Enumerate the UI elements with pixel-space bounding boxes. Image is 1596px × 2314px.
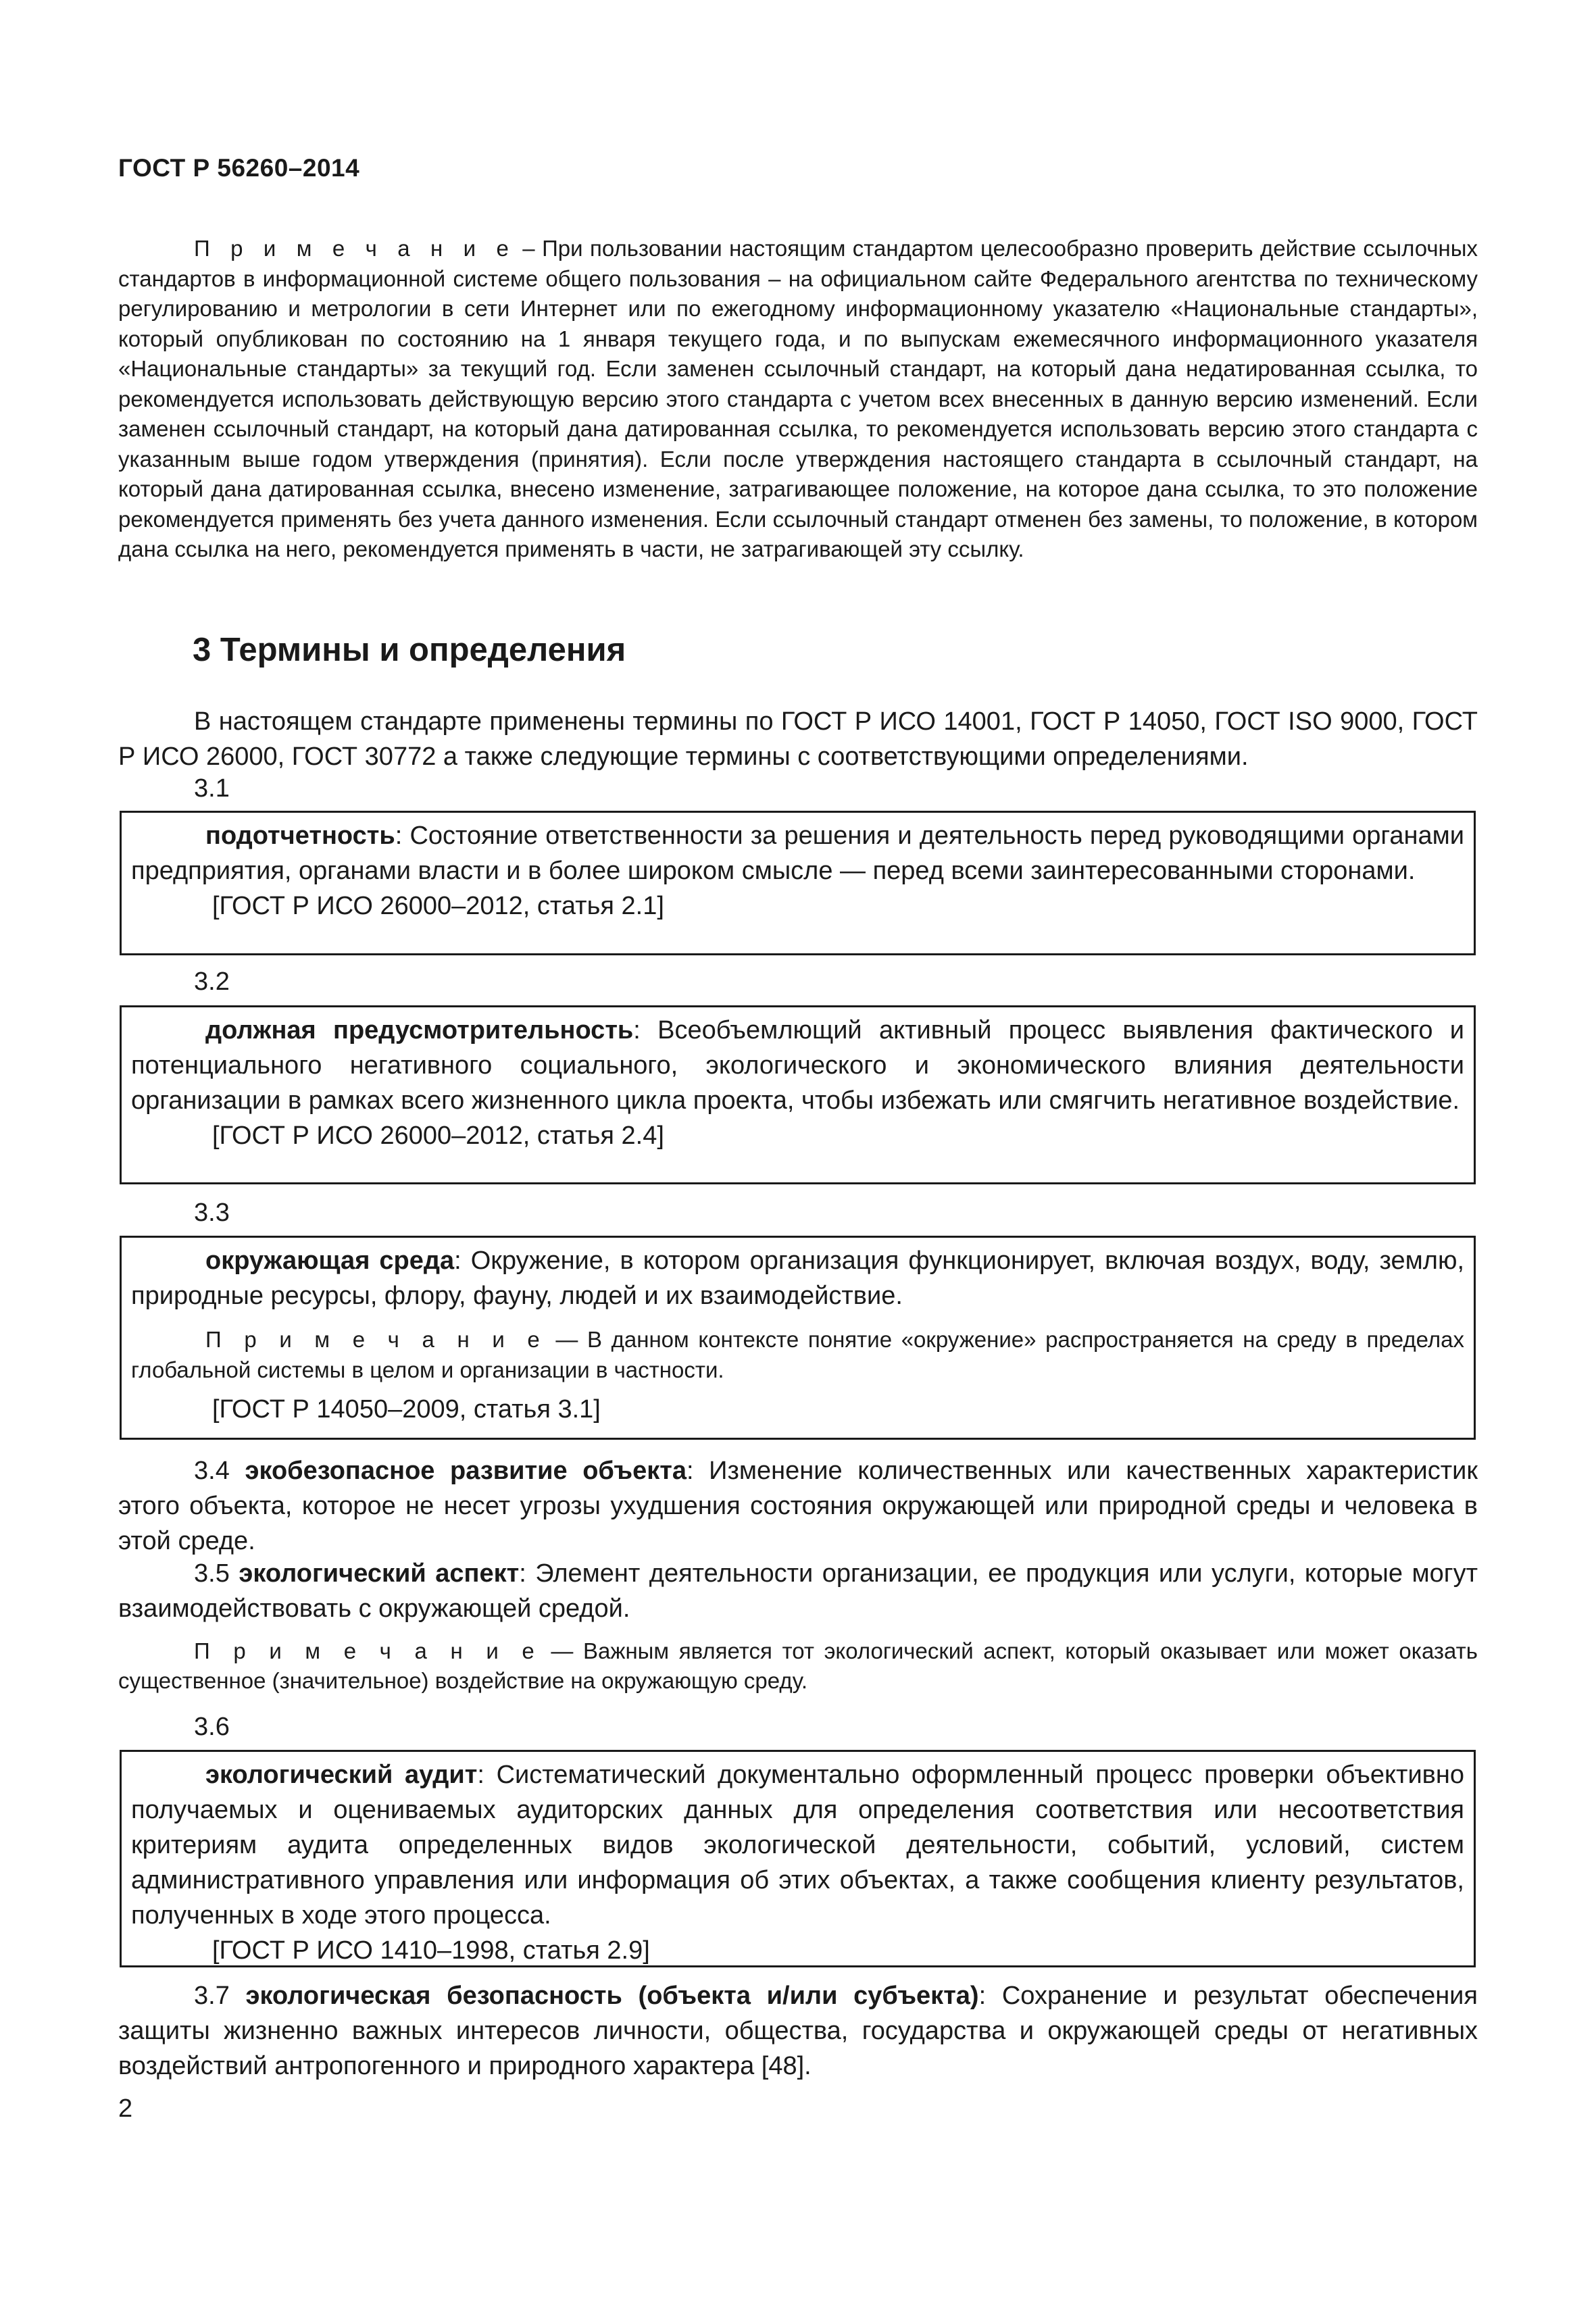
term-number: 3.2 [194, 967, 230, 996]
term-name: подотчетность [205, 822, 395, 850]
section-title: 3 Термины и определения [193, 632, 626, 668]
term-number: 3.3 [194, 1199, 230, 1227]
term-box [120, 1750, 1476, 1967]
term-name: окружающая среда [205, 1247, 455, 1275]
term-number: 3.6 [194, 1713, 230, 1741]
term-box [120, 811, 1476, 955]
page-number: 2 [118, 2094, 133, 2123]
section-intro: В настоящем стандарте применены термины по ГОСТ Р ИСО 14001, ГОСТ Р 14050, ГОСТ ISO 9000, ГОСТ Р ИСО 26000, ГОСТ 30772 а также следующие термины с соответствующими определениями. [118, 707, 1478, 771]
term-box [120, 1236, 1476, 1440]
term-name: экологический аудит [205, 1761, 478, 1789]
reference-note [118, 234, 1478, 565]
term-name: должная предусмотрительность [205, 1016, 634, 1045]
term-definition: должная предусмотрительность: Всеобъемлющий активный процесс выявления фактического и потенциального негативного социального, экологического и экономического влияния деятельности организации в рамках всего жизненного цикла проекта, чтобы избежать или смягчить негативное воздействие. [131, 1016, 1464, 1115]
term-name: экобезопасное развитие объекта [245, 1457, 687, 1485]
term-source: [ГОСТ Р 14050–2009, статья 3.1] [212, 1395, 601, 1424]
term-paragraph: 3.4 экобезопасное развитие объекта: Изменение количественных или качественных характеристик этого объекта, которое не несет угрозы ухудшения состояния окружающей или природной среды и человека в этой среде. [118, 1457, 1478, 1555]
note-text: – При пользовании настоящим стандартом целесообразно проверить действие ссылочных стандартов в информационной системе общего пользования – на официальном сайте Федерального агентства по техническому регулированию и метрологии в сети Интернет или по ежегодному информационному указателю «Национальные стандарты», который опубликован по состоянию на 1 января текущего года, и по выпускам ежемесячного информационного указателя «Национальные стандарты» за текущий год. Если заменен ссылочный стандарт, на который дана недатированная ссылка, то рекомендуется использовать действующую версию этого стандарта с учетом всех внесенных в данную версию изменений. Если заменен ссылочный стандарт, на который дана датированная ссылка, то рекомендуется использовать версию этого стандарта с указанным выше годом утверждения (принятия). Если после утверждения настоящего стандарта в ссылочный стандарт, на который дана датированная ссылка, внесено изменение, затрагивающее положение, на которое дана ссылка, то это положение рекомендуется применять без учета данного изменения. Если ссылочный стандарт отменен без замены, то положение, в котором дана ссылка на него, рекомендуется применять в части, не затрагивающей эту ссылку. [118, 236, 1478, 561]
term-source: [ГОСТ Р ИСО 1410–1998, статья 2.9] [212, 1936, 650, 1965]
term-note: П р и м е ч а н и е — Важным является тот экологический аспект, который оказывает или может оказать существенное (значительное) воздействие на окружающую среду. [118, 1638, 1478, 1693]
term-definition: экологический аудит: Систематический документально оформленный процесс проверки объективно получаемых и оцениваемых аудиторских данных для определения соответствия или несоответствия критериям аудита определенных видов экологической деятельности, событий, условий, систем административного управления или информация об этих объектах, а также сообщения клиенту результатов, полученных в ходе этого процесса. [131, 1761, 1464, 1930]
note-label: П р и м е ч а н и е [194, 236, 516, 261]
term-definition: окружающая среда: Окружение, в котором организация функционирует, включая воздух, воду, землю, природные ресурсы, флору, фауну, людей и их взаимодействие. [131, 1247, 1465, 1310]
term-paragraph: 3.7 экологическая безопасность (объекта и/или субъекта): Сохранение и результат обеспечения защиты жизненно важных интересов личности, общества, государства и окружающей среды от негативных воздействий антропогенного и природного характера [48]. [118, 1982, 1478, 2080]
document-code-header: ГОСТ Р 56260–2014 [118, 154, 360, 182]
term-note: П р и м е ч а н и е — В данном контексте понятие «окружение» распространяется на среду в пределах глобальной системы в целом и организации в частности. [131, 1327, 1464, 1382]
term-definition: подотчетность: Состояние ответственности за решения и деятельность перед руководящими органами предприятия, органами власти и в более широком смысле — перед всеми заинтересованными сторонами. [131, 822, 1464, 885]
term-source: [ГОСТ Р ИСО 26000–2012, статья 2.4] [212, 1122, 664, 1150]
term-source: [ГОСТ Р ИСО 26000–2012, статья 2.1] [212, 892, 664, 920]
term-name: экологическая безопасность (объекта и/или субъекта) [245, 1982, 979, 2010]
term-paragraph: 3.5 экологический аспект: Элемент деятельности организации, ее продукция или услуги, которые могут взаимодействовать с окружающей средой. [118, 1559, 1478, 1623]
term-number: 3.1 [194, 774, 230, 803]
term-name: экологический аспект [239, 1559, 520, 1588]
term-box [120, 1005, 1476, 1184]
